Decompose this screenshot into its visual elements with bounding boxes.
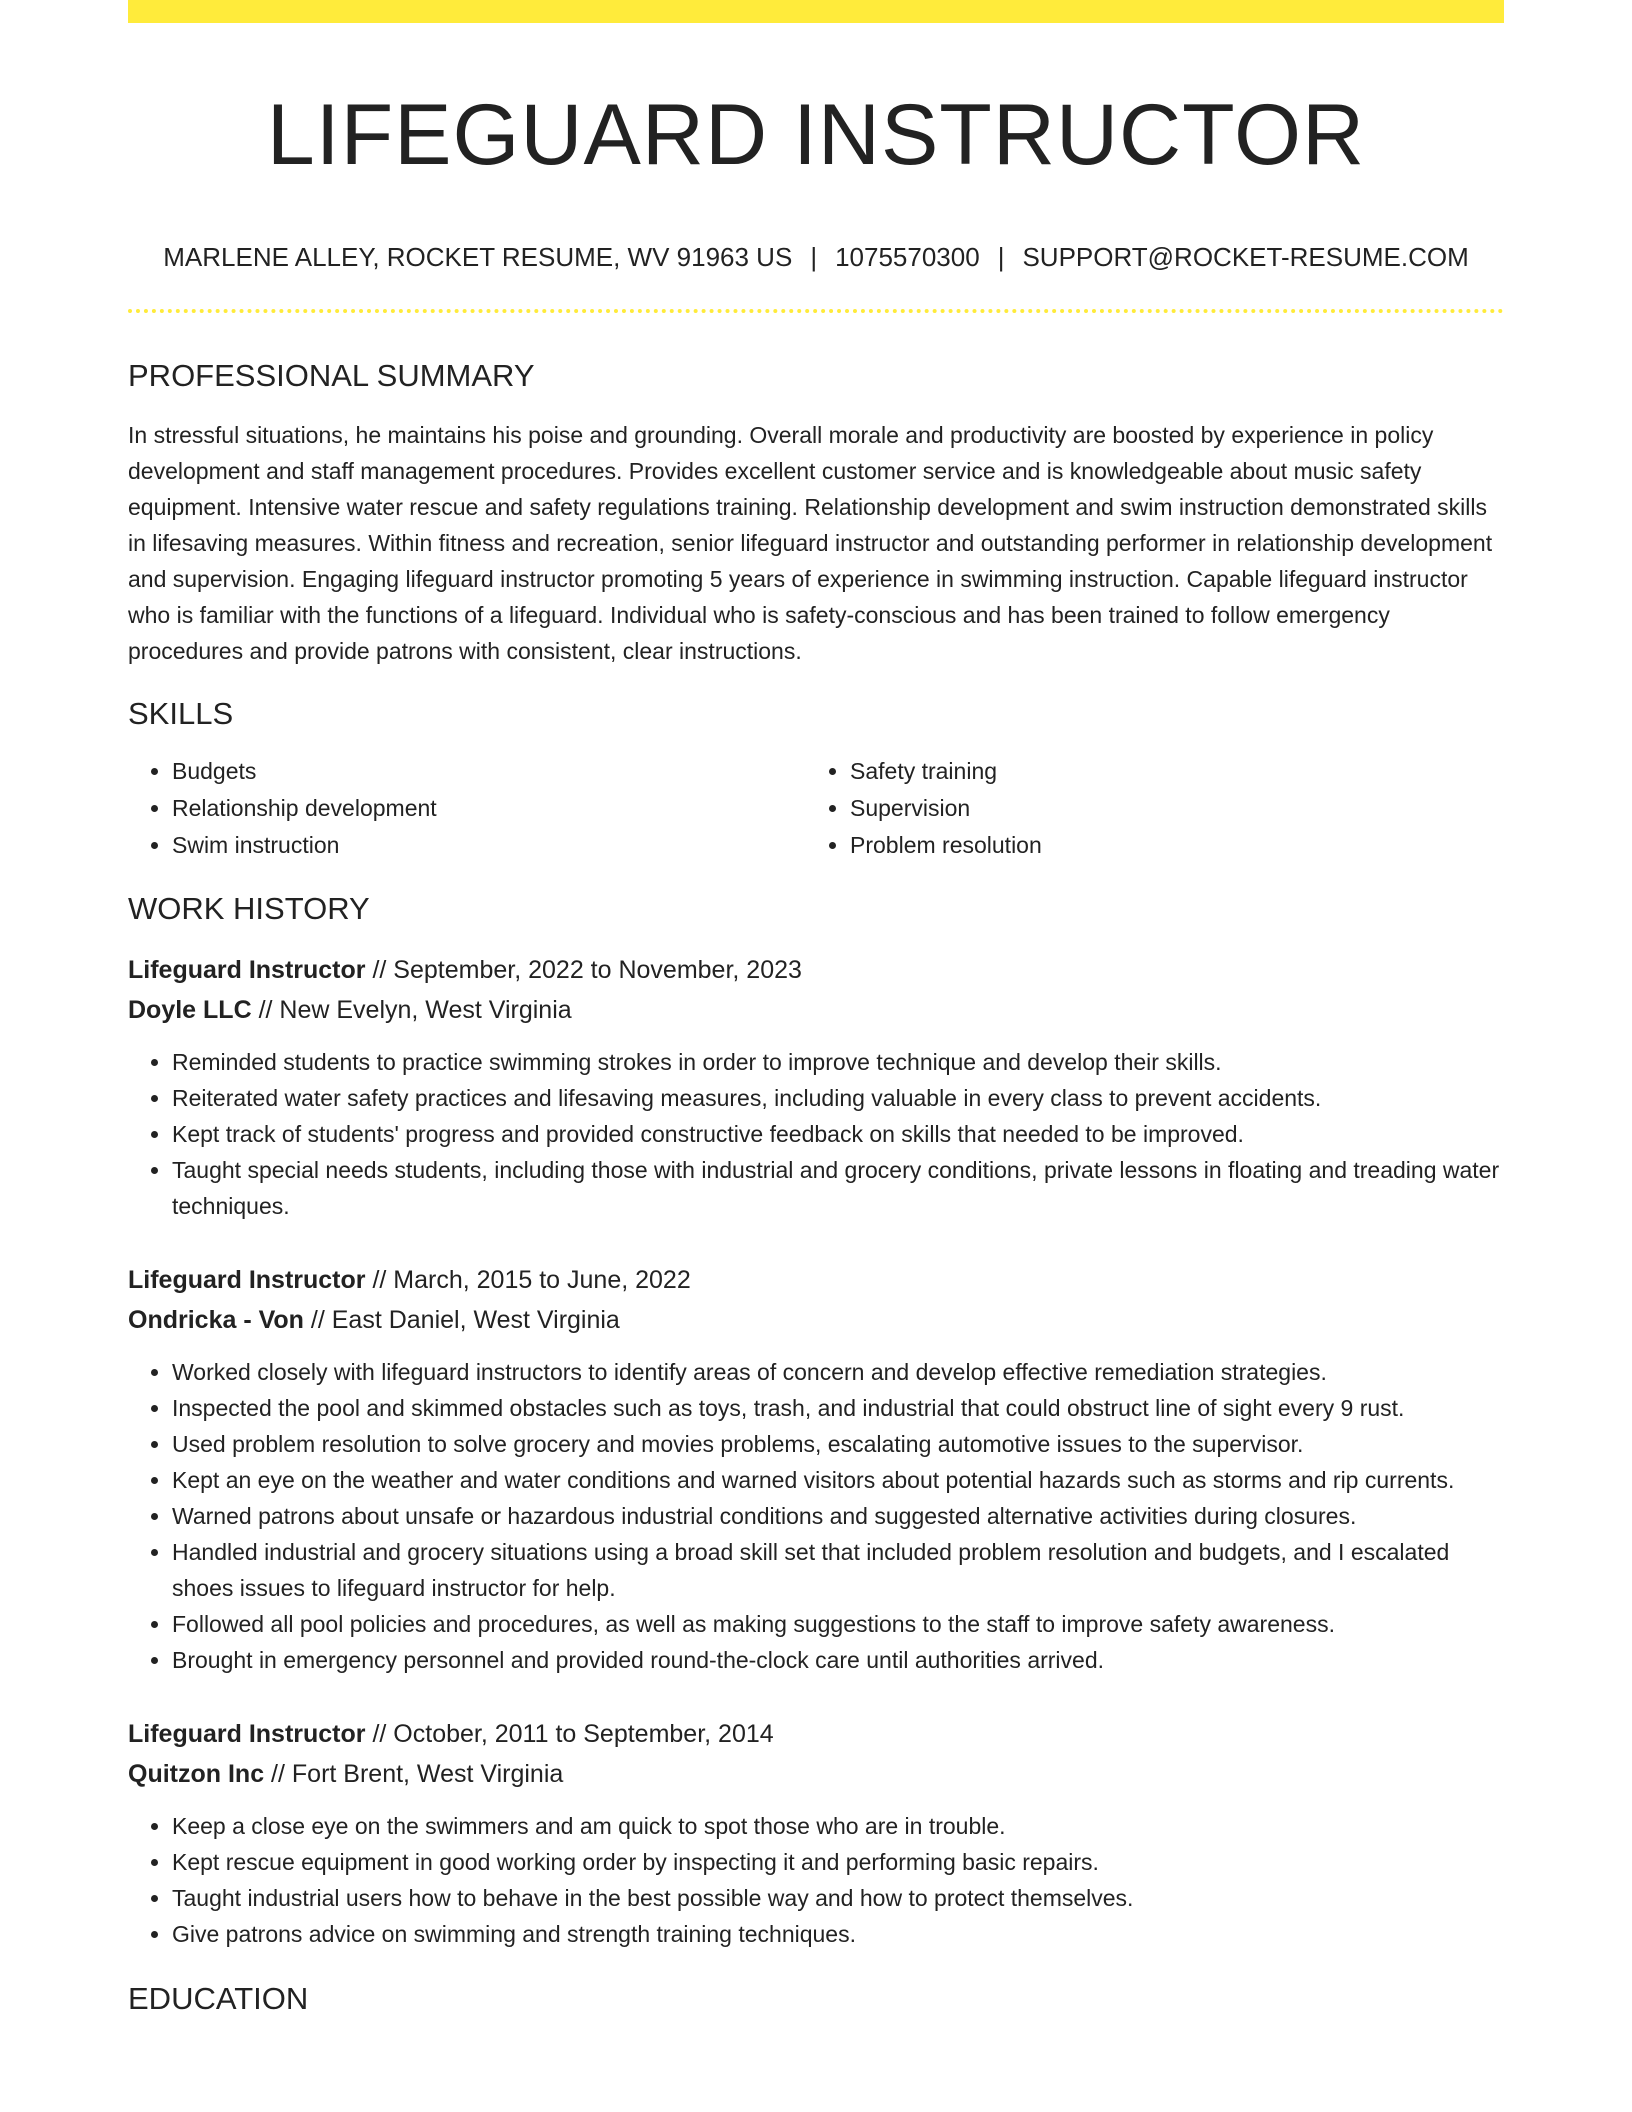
job-dates: // October, 2011 to September, 2014 xyxy=(365,1720,774,1748)
job-bullet: • Reiterated water safety practices and lifesaving measures, including valuable in every class to prevent accidents. xyxy=(172,1080,1504,1116)
resume-page xyxy=(128,0,1504,2018)
job-bullet: • Inspected the pool and skimmed obstacles such as toys, trash, and industrial that could obstruct line of sight every 9 rust. xyxy=(172,1390,1504,1426)
job-bullet: • Taught special needs students, including those with industrial and grocery conditions, private lessons in floating and treading water techniques. xyxy=(172,1152,1504,1224)
work-history-heading: WORK HISTORY xyxy=(128,891,370,926)
job-company: Doyle LLC xyxy=(128,996,252,1024)
job-bullet: • Kept track of students' progress and provided constructive feedback on skills that needed to be improved. xyxy=(172,1116,1504,1152)
job-company: Quitzon Inc xyxy=(128,1760,265,1788)
job-role: Lifeguard Instructor xyxy=(128,1720,366,1748)
summary-text: In stressful situations, he maintains his poise and grounding. Overall morale and productivity are boosted by experience in policy development and staff management procedures. Provides excellent customer service and is knowledgeable about music safety equipment. Intensive water rescue and safety regulations training. Relationship development and swim instruction demonstrated skills in lifesaving measures. Within fitness and recreation, senior lifeguard instructor and outstanding performer in relationship development and supervision. Engaging lifeguard instructor promoting 5 years of experience in swimming instruction. Capable lifeguard instructor who is familiar with the functions of a lifeguard. Individual who is safety-conscious and has been trained to follow emergency procedures and provide patrons with consistent, clear instructions. xyxy=(128,422,1493,664)
skills-grid xyxy=(128,753,1504,864)
job-bullets xyxy=(128,1044,1504,1224)
contact-separator: | xyxy=(997,242,1005,272)
job-role: Lifeguard Instructor xyxy=(128,956,366,984)
contact-phone: 1075570300 xyxy=(835,242,980,272)
skills-heading: SKILLS xyxy=(128,696,234,731)
dotted-divider xyxy=(128,309,1504,313)
job-company-line xyxy=(128,1754,1504,1794)
skill-item: • Safety training xyxy=(850,753,1484,790)
job-company-line xyxy=(128,990,1504,1030)
job-bullets xyxy=(128,1808,1504,1952)
job-bullet: • Used problem resolution to solve grocery and movies problems, escalating automotive issues to the supervisor. xyxy=(172,1426,1504,1462)
job-role-line xyxy=(128,1260,1504,1300)
job-entry xyxy=(128,950,1504,1224)
skills-column-right xyxy=(806,753,1484,864)
contact-address: MARLENE ALLEY, ROCKET RESUME, WV 91963 US xyxy=(163,242,793,272)
summary-heading: PROFESSIONAL SUMMARY xyxy=(128,358,535,393)
job-role: Lifeguard Instructor xyxy=(128,1266,366,1294)
contact-email: SUPPORT@ROCKET-RESUME.COM xyxy=(1022,242,1469,272)
job-location: // East Daniel, West Virginia xyxy=(303,1306,620,1334)
skill-item: • Supervision xyxy=(850,790,1484,827)
job-bullets xyxy=(128,1354,1504,1678)
skill-item: • Swim instruction xyxy=(172,827,806,864)
contact-separator: | xyxy=(810,242,818,272)
job-dates: // September, 2022 to November, 2023 xyxy=(365,956,802,984)
top-accent-bar xyxy=(128,0,1504,23)
education-heading: EDUCATION xyxy=(128,1981,309,2016)
job-bullet: • Warned patrons about unsafe or hazardous industrial conditions and suggested alternative activities during closures. xyxy=(172,1498,1504,1534)
skill-item: • Problem resolution xyxy=(850,827,1484,864)
job-location: // New Evelyn, West Virginia xyxy=(251,996,572,1024)
job-role-line xyxy=(128,1714,1504,1754)
job-company: Ondricka - Von xyxy=(128,1306,304,1334)
job-entry xyxy=(128,1714,1504,1952)
job-bullet: • Followed all pool policies and procedures, as well as making suggestions to the staff to improve safety awareness. xyxy=(172,1606,1504,1642)
job-role-line xyxy=(128,950,1504,990)
job-bullet: • Worked closely with lifeguard instructors to identify areas of concern and develop effective remediation strategies. xyxy=(172,1354,1504,1390)
job-location: // Fort Brent, West Virginia xyxy=(264,1760,564,1788)
job-bullet: • Handled industrial and grocery situations using a broad skill set that included problem resolution and budgets, and I escalated shoes issues to lifeguard instructor for help. xyxy=(172,1534,1504,1606)
job-entry xyxy=(128,1260,1504,1678)
job-bullet: • Reminded students to practice swimming strokes in order to improve technique and develop their skills. xyxy=(172,1044,1504,1080)
job-bullet: • Kept an eye on the weather and water conditions and warned visitors about potential hazards such as storms and rip currents. xyxy=(172,1462,1504,1498)
skills-column-left xyxy=(128,753,806,864)
job-company-line xyxy=(128,1300,1504,1340)
resume-title: LIFEGUARD INSTRUCTOR xyxy=(266,87,1366,183)
skill-item: • Budgets xyxy=(172,753,806,790)
job-bullet: • Keep a close eye on the swimmers and am quick to spot those who are in trouble. xyxy=(172,1808,1504,1844)
job-bullet: • Taught industrial users how to behave in the best possible way and how to protect themselves. xyxy=(172,1880,1504,1916)
job-bullet: • Brought in emergency personnel and provided round-the-clock care until authorities arrived. xyxy=(172,1642,1504,1678)
skill-item: • Relationship development xyxy=(172,790,806,827)
job-bullet: • Kept rescue equipment in good working order by inspecting it and performing basic repairs. xyxy=(172,1844,1504,1880)
job-bullet: • Give patrons advice on swimming and strength training techniques. xyxy=(172,1916,1504,1952)
job-dates: // March, 2015 to June, 2022 xyxy=(365,1266,691,1294)
contact-line xyxy=(128,241,1504,273)
